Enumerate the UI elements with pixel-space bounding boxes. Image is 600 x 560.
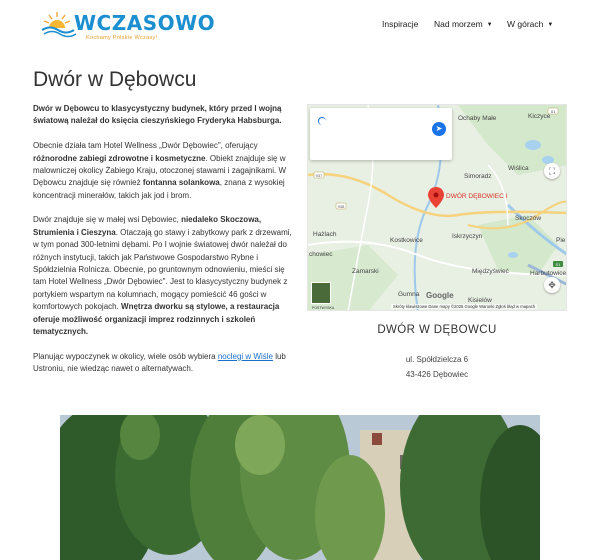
- svg-text:937: 937: [315, 173, 323, 178]
- paragraph-4: Planując wypoczynek w okolicy, wiele osób wybiera noclegi w Wiśle lub Ustroniu, nie wiedząc nawet o alternatywach.: [33, 351, 286, 374]
- fullscreen-icon[interactable]: ⛶: [544, 163, 560, 179]
- svg-text:S1: S1: [555, 262, 561, 267]
- main-nav: [0, 19, 600, 33]
- map-info-card: [310, 108, 452, 160]
- nav-item-nad-morzem[interactable]: Nad morzem ▼: [434, 19, 493, 29]
- logo-text: WCZASOWO: [74, 11, 216, 35]
- logo-tagline: Kochamy Polskie Wczasy!: [86, 35, 158, 41]
- nav-item-inspiracje[interactable]: Inspiracje: [382, 19, 419, 29]
- svg-text:938: 938: [337, 204, 345, 209]
- address-street: ul. Spółdzielcza 6: [405, 355, 469, 364]
- map-place: Hażlach: [313, 231, 337, 238]
- map-place: Gumna: [398, 291, 420, 298]
- manor-photo: [60, 415, 540, 560]
- directions-icon[interactable]: ➤: [432, 122, 446, 136]
- map-pin-label: DWÓR DĘBOWIEC I: [446, 193, 508, 200]
- svg-text:81: 81: [550, 109, 556, 114]
- nav-item-w-gorach[interactable]: W górach ▼: [507, 19, 554, 29]
- map-layer-toggle[interactable]: POSTWYSKA: [311, 282, 331, 304]
- link-noclegi-wisla[interactable]: noclegi w Wiśle: [217, 351, 273, 361]
- map-place: Kisielów: [468, 297, 492, 304]
- map-place: Zamarski: [352, 268, 379, 275]
- loading-spinner-icon: [318, 117, 326, 125]
- map-place: Kiczyce: [528, 113, 551, 120]
- article-body: [33, 103, 293, 388]
- paragraph-3: Dwór znajduje się w małej wsi Dębowiec, niedaleko Skoczowa, Strumienia i Cieszyna. Otaczają go stawy i zabytkowy park z drzewami, w tym ponad 300-letnimi dębami. Po I wojnie światowej dwór należał do różnych instytucji, takich jak Państwowe Gospodarstwo Rybne i Spółdzielnia Rolnicza. Obecnie, po gruntownym odnowieniu, mieści się tam Hotel Wellness „Dwór Dębowiec". Jest to klasycystyczny budynek z portykiem wspartym na kolumnach, mogący pomieścić 46 gości w komfortowych pokojach. Wnętrza dworku są stylowe, a restauracja oferuje możliwość organizacji imprez rodzinnych i szkoleń tematycznych.: [33, 215, 292, 337]
- site-header: [0, 0, 600, 50]
- manor-photo-image: [60, 415, 540, 560]
- paragraph-intro: Dwór w Dębowcu to klasycystyczny budynek, który przed I wojną światową należał do księcia cieszyńskiego Fryderyka Habsburga.: [33, 104, 282, 126]
- map-place: Wiślica: [508, 165, 529, 172]
- paragraph-2: Obecnie działa tam Hotel Wellness „Dwór Dębowiec", oferujący różnorodne zabiegi zdrowotne i kosmetyczne. Obiekt znajduje się w malowniczej okolicy Żabiego Kraju, otoczonej stawami i zagajnikami. W Dębowcu znajduje się również fontanna solankowa, znana z wysokiej koncentracji minerałów, takich jak jod i brom.: [33, 141, 286, 200]
- caret-down-icon: ▼: [547, 22, 554, 28]
- pan-control-icon[interactable]: ✥: [544, 277, 560, 293]
- google-map[interactable]: [307, 104, 567, 311]
- map-attribution[interactable]: Skróty klawiszowe Dane mapy ©2025 Google Warunki Zgłoś błąd w mapach: [393, 304, 536, 309]
- map-place: Iskrzyczyn: [452, 233, 483, 240]
- page-title: Dwór w Dębowcu: [33, 68, 197, 91]
- venue-name: DWÓR W DĘBOWCU: [377, 324, 497, 336]
- map-place: Ochaby Małe: [458, 115, 497, 122]
- map-place: Pie: [556, 237, 566, 244]
- map-place: Skoczów: [515, 215, 542, 222]
- map-place: Międzyświeć: [472, 268, 509, 275]
- address-city: 43-426 Dębowiec: [405, 370, 469, 379]
- map-place: chowiec: [309, 251, 333, 258]
- map-place: Simoradz: [464, 173, 492, 180]
- map-place: Harbutowice: [530, 270, 567, 277]
- google-logo: Google: [426, 291, 454, 300]
- caret-down-icon: ▼: [486, 22, 493, 28]
- map-place: Kostkowice: [390, 237, 423, 244]
